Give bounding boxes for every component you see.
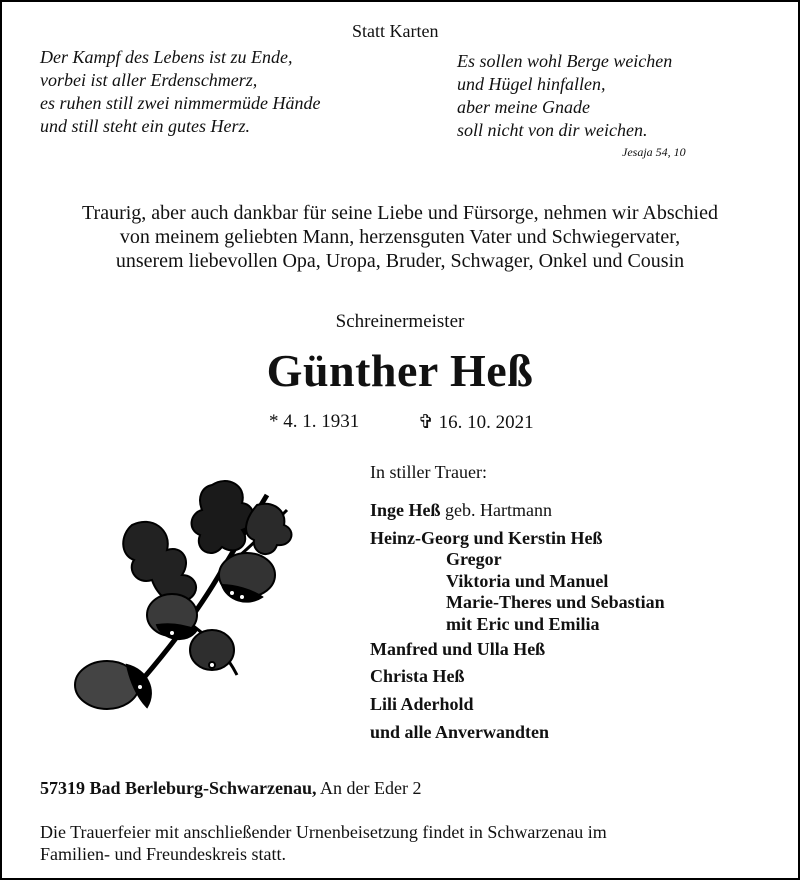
poem-left bbox=[40, 46, 320, 138]
poem-right-line: und Hügel hinfallen, bbox=[457, 74, 606, 94]
birth-date: * 4. 1. 1931 bbox=[269, 411, 360, 432]
intro-line: Traurig, aber auch dankbar für seine Liebe und Fürsorge, nehmen wir Abschied bbox=[82, 202, 718, 224]
poem-right bbox=[457, 50, 672, 142]
poem-right-line: soll nicht von dir weichen. bbox=[457, 120, 648, 140]
mourner-manfred: Manfred und Ulla Heß bbox=[370, 639, 546, 659]
death-date bbox=[418, 411, 534, 434]
occupation: Schreinermeister bbox=[335, 311, 465, 332]
grandchild: mit Eric und Emilia bbox=[446, 613, 600, 634]
grandchild: Gregor bbox=[446, 549, 502, 569]
funeral-notice-line: Die Trauerfeier mit anschließender Urnenbeisetzung findet in Schwarzenau im bbox=[40, 822, 607, 842]
statt-karten-label: Statt Karten bbox=[352, 21, 439, 41]
grandchild: Marie-Theres und Sebastian bbox=[446, 592, 665, 612]
bible-citation: Jesaja 54, 10 bbox=[622, 145, 686, 159]
mourner-lili: Lili Aderhold bbox=[370, 694, 474, 714]
poem-left-line: es ruhen still zwei nimmermüde Hände bbox=[40, 93, 321, 113]
cross-icon: ✞ bbox=[418, 412, 434, 433]
grandchild: Viktoria und Manuel bbox=[446, 570, 609, 591]
funeral-notice-line: Familien- und Freundeskreis statt. bbox=[40, 844, 286, 864]
address-street: An der Eder 2 bbox=[316, 778, 422, 798]
poem-right-line: aber meine Gnade bbox=[457, 97, 590, 117]
poem-right-line: Es sollen wohl Berge weichen bbox=[457, 51, 673, 71]
funeral-notice bbox=[40, 821, 607, 865]
poem-left-line: und still steht ein gutes Herz. bbox=[40, 116, 250, 136]
mourner-inge-name: Inge Heß bbox=[370, 500, 441, 520]
poem-left-line: Der Kampf des Lebens ist zu Ende, bbox=[40, 47, 293, 67]
poem-left-line: vorbei ist aller Erdenschmerz, bbox=[40, 70, 258, 90]
mourner-heinz: Heinz-Georg und Kerstin Heß bbox=[370, 528, 603, 548]
mourners-heading: In stiller Trauer: bbox=[370, 462, 487, 482]
mourner-inge bbox=[370, 500, 552, 521]
oak-acorn-branch-icon bbox=[62, 475, 312, 730]
mourner-christa: Christa Heß bbox=[370, 666, 465, 686]
address-place: 57319 Bad Berleburg-Schwarzenau, bbox=[40, 778, 317, 798]
intro-line: von meinem geliebten Mann, herzensguten Vater und Schwiegervater, bbox=[119, 226, 681, 248]
mourner-inge-maiden: geb. Hartmann bbox=[440, 500, 552, 520]
death-date-value: 16. 10. 2021 bbox=[438, 412, 534, 433]
mourner-others: und alle Anverwandten bbox=[370, 722, 550, 742]
address bbox=[40, 778, 421, 799]
grandchildren-list bbox=[446, 549, 665, 635]
intro-text bbox=[0, 201, 800, 273]
intro-line: unserem liebevollen Opa, Uropa, Bruder, Schwager, Onkel und Cousin bbox=[115, 250, 685, 272]
deceased-name: Günther Heß bbox=[266, 345, 534, 396]
